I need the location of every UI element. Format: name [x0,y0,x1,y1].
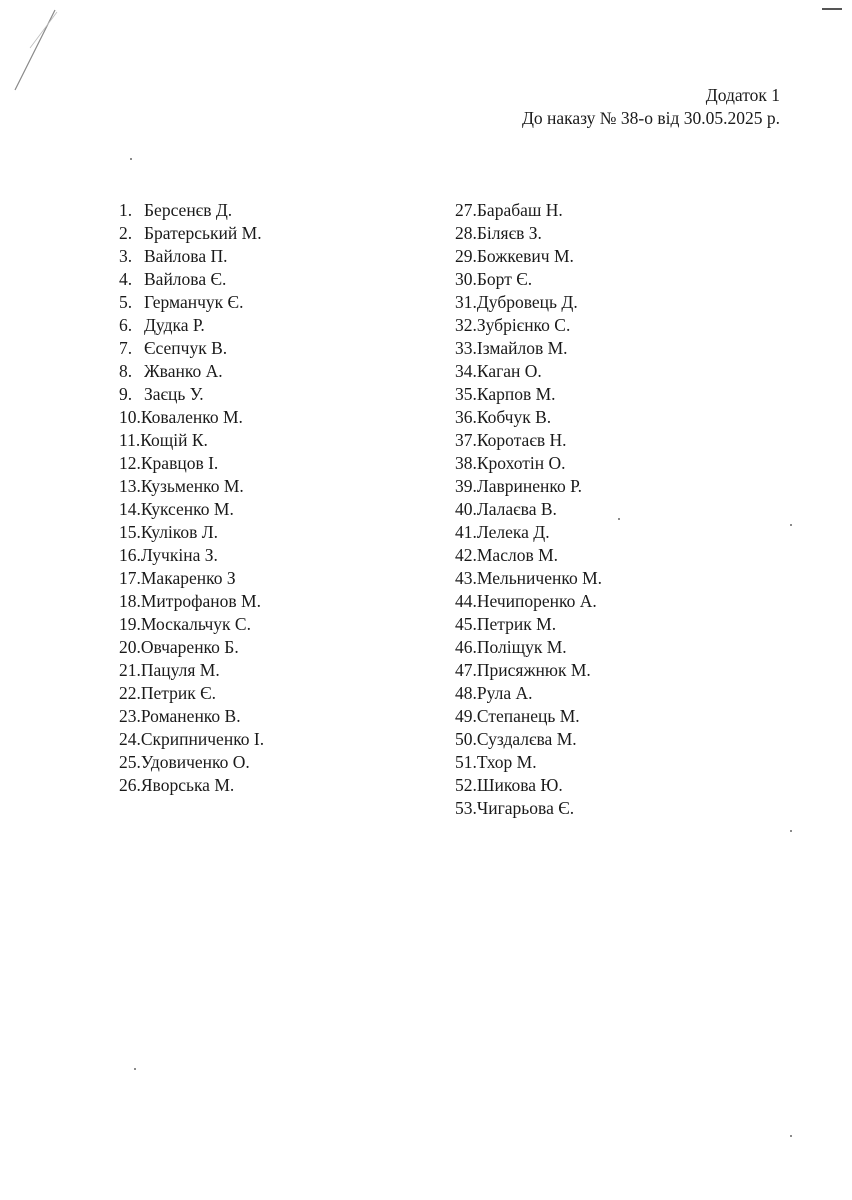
item-number: 42. [455,545,477,565]
list-item [119,774,264,797]
item-number: 18. [119,591,141,611]
item-number: 35. [455,384,477,404]
person-name: Чигарьова Є. [476,798,575,818]
list-item [455,521,602,544]
item-number: 48. [455,683,477,703]
scan-artifact-line [10,8,80,93]
list-item [119,429,264,452]
list-item [455,590,602,613]
item-number: 19. [119,614,141,634]
list-item [455,268,602,291]
person-name: Митрофанов М. [140,591,261,611]
person-name: Єсепчук В. [144,338,228,358]
person-name: Мельниченко М. [476,568,603,588]
item-number: 36. [455,407,477,427]
item-number: 41. [455,522,477,542]
person-name: Нечипоренко А. [476,591,597,611]
item-number: 52. [455,775,477,795]
list-item [455,774,602,797]
person-name: Лалаєва В. [476,499,557,519]
list-item [455,314,602,337]
list-item [455,544,602,567]
item-number: 13. [119,476,141,496]
item-number: 22. [119,683,141,703]
list-item [119,682,264,705]
list-item [119,636,264,659]
item-number: 15. [119,522,141,542]
person-name: Германчук Є. [144,292,244,312]
list-item [455,222,602,245]
item-number: 46. [455,637,477,657]
list-item [455,429,602,452]
list-item [455,360,602,383]
item-number: 16. [119,545,141,565]
item-number: 27. [455,200,477,220]
person-name: Романенко В. [140,706,241,726]
person-name: Рула А. [476,683,533,703]
person-name: Борт Є. [476,269,533,289]
person-name: Степанець М. [476,706,580,726]
list-item [455,636,602,659]
person-name: Кравцов І. [140,453,219,473]
item-number: 21. [119,660,141,680]
person-name: Вайлова Є. [144,269,227,289]
list-item [455,797,602,820]
item-number: 10. [119,407,141,427]
item-number: 11. [119,430,141,450]
list-item [119,291,264,314]
person-name: Дубровець Д. [476,292,578,312]
item-number: 5. [119,292,133,312]
item-number: 4. [119,269,133,289]
name-list-right [455,199,602,820]
person-name: Лелека Д. [476,522,550,542]
list-item [119,452,264,475]
item-number: 12. [119,453,141,473]
item-number: 14. [119,499,141,519]
person-name: Лучкіна З. [140,545,218,565]
person-name: Кузьменко М. [140,476,244,496]
person-name: Божкевич М. [476,246,574,266]
person-name: Кобчук В. [476,407,552,427]
list-item [119,498,264,521]
list-item [119,613,264,636]
scan-speck [618,518,620,520]
list-item [455,475,602,498]
person-name: Куліков Л. [140,522,219,542]
item-number: 28. [455,223,477,243]
list-item [119,268,264,291]
item-number: 9. [119,384,133,404]
person-name: Шикова Ю. [476,775,563,795]
scan-speck [790,830,792,832]
person-name: Коротаєв Н. [476,430,567,450]
item-number: 23. [119,706,141,726]
item-number: 45. [455,614,477,634]
list-item [119,567,264,590]
list-item [119,199,264,222]
item-number: 3. [119,246,133,266]
item-number: 25. [119,752,141,772]
scan-speck [134,1068,136,1070]
list-item [455,613,602,636]
scan-speck [790,1135,792,1137]
list-item [119,475,264,498]
item-number: 26. [119,775,141,795]
list-item [119,337,264,360]
list-item [119,590,264,613]
list-item [455,452,602,475]
item-number: 24. [119,729,141,749]
person-name: Жванко А. [144,361,223,381]
person-name: Удовиченко О. [140,752,250,772]
person-name: Присяжнюк М. [476,660,591,680]
person-name: Тхор М. [476,752,537,772]
item-number: 20. [119,637,141,657]
item-number: 32. [455,315,477,335]
person-name: Яворська М. [140,775,235,795]
list-item [119,360,264,383]
list-item [455,682,602,705]
list-item [455,199,602,222]
item-number: 29. [455,246,477,266]
list-item [455,751,602,774]
person-name: Крохотін О. [476,453,566,473]
item-number: 31. [455,292,477,312]
item-number: 33. [455,338,477,358]
list-item [455,337,602,360]
person-name: Коваленко М. [140,407,243,427]
person-name: Маслов М. [476,545,559,565]
list-item [119,406,264,429]
list-item [119,222,264,245]
list-item [119,383,264,406]
person-name: Каган О. [476,361,542,381]
item-number: 1. [119,200,133,220]
list-item [455,245,602,268]
person-name: Петрик Є. [140,683,217,703]
person-name: Лавриненко Р. [476,476,583,496]
order-reference: До наказу № 38-о від 30.05.2025 р. [521,108,780,128]
item-number: 8. [119,361,133,381]
list-item [455,498,602,521]
list-item [455,728,602,751]
list-item [455,291,602,314]
item-number: 37. [455,430,477,450]
person-name: Карпов М. [476,384,556,404]
scan-artifact-dash [822,8,842,10]
person-name: Дудка Р. [144,315,205,335]
person-name: Куксенко М. [140,499,234,519]
item-number: 7. [119,338,133,358]
list-item [119,659,264,682]
item-number: 44. [455,591,477,611]
list-item [119,314,264,337]
item-number: 47. [455,660,477,680]
document-header [522,84,780,130]
item-number: 40. [455,499,477,519]
person-name: Петрик М. [476,614,557,634]
person-name: Заєць У. [144,384,204,404]
person-name: Зубрієнко С. [476,315,571,335]
person-name: Овчаренко Б. [140,637,239,657]
person-name: Вайлова П. [144,246,228,266]
item-number: 30. [455,269,477,289]
person-name: Москальчук С. [140,614,251,634]
item-number: 53. [455,798,477,818]
person-name: Барабаш Н. [476,200,563,220]
item-number: 50. [455,729,477,749]
item-number: 51. [455,752,477,772]
person-name: Суздалєва М. [476,729,577,749]
list-item [119,728,264,751]
item-number: 17. [119,568,141,588]
person-name: Пацуля М. [140,660,220,680]
person-name: Поліщук М. [476,637,567,657]
list-item [455,705,602,728]
list-item [119,751,264,774]
item-number: 38. [455,453,477,473]
scan-speck [130,158,132,160]
list-item [119,521,264,544]
item-number: 43. [455,568,477,588]
appendix-title: Додаток 1 [705,85,780,105]
person-name: Скрипниченко І. [140,729,265,749]
list-item [119,705,264,728]
person-name: Макаренко З [140,568,236,588]
person-name: Ізмайлов М. [476,338,568,358]
item-number: 34. [455,361,477,381]
person-name: Біляєв З. [476,223,542,243]
name-list-left [119,199,264,797]
list-item [455,567,602,590]
list-item [119,544,264,567]
item-number: 39. [455,476,477,496]
person-name: Берсенєв Д. [144,200,233,220]
person-name: Братерський М. [144,223,262,243]
list-item [455,659,602,682]
item-number: 2. [119,223,133,243]
person-name: Кощій К. [140,430,208,450]
item-number: 49. [455,706,477,726]
scan-speck [790,524,792,526]
list-item [455,406,602,429]
list-item [119,245,264,268]
item-number: 6. [119,315,133,335]
list-item [455,383,602,406]
